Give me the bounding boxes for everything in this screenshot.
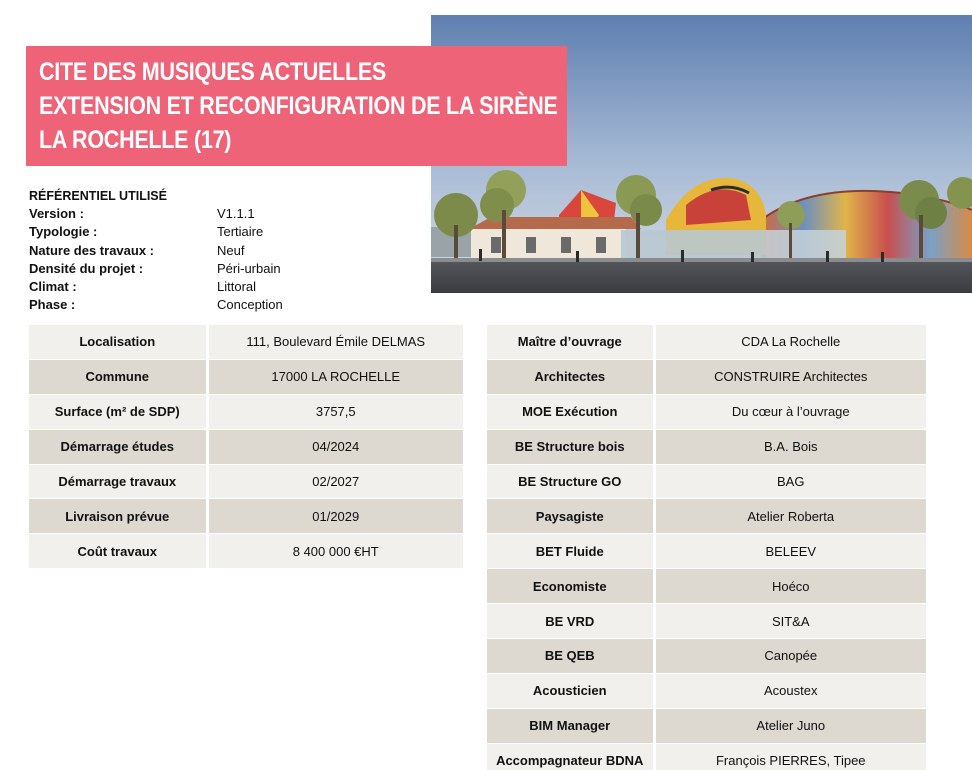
table-value-cell: Acoustex: [654, 673, 926, 708]
table-label-cell: Coût travaux: [29, 534, 207, 569]
referentiel-value: V1.1.1: [217, 206, 255, 222]
table-row: [487, 743, 926, 770]
table-label-cell: Economiste: [487, 569, 654, 604]
table-value-cell: François PIERRES, Tipee: [654, 743, 926, 770]
table-label-cell: BIM Manager: [487, 708, 654, 743]
referentiel-value: Tertiaire: [217, 224, 264, 240]
referentiel-block: [29, 187, 409, 314]
table-row: [29, 394, 463, 429]
table-value-cell: 3757,5: [207, 394, 463, 429]
table-value-cell: Atelier Juno: [654, 708, 926, 743]
project-team-table: [487, 325, 926, 770]
table-row: [487, 394, 926, 429]
table-value-cell: 8 400 000 €HT: [207, 534, 463, 569]
referentiel-label: Version :: [29, 206, 84, 222]
referentiel-row-densite: [29, 260, 409, 278]
table-row: [29, 499, 463, 534]
table-value-cell: Hoéco: [654, 569, 926, 604]
table-row: [487, 639, 926, 674]
table-label-cell: Démarrage études: [29, 429, 207, 464]
title-banner: [26, 46, 567, 166]
title-line-3: LA ROCHELLE (17): [39, 126, 232, 154]
table-value-cell: B.A. Bois: [654, 429, 926, 464]
table-label-cell: BE QEB: [487, 639, 654, 674]
table-row: [487, 534, 926, 569]
table-value-cell: CONSTRUIRE Architectes: [654, 359, 926, 394]
table-value-cell: 111, Boulevard Émile DELMAS: [207, 325, 463, 359]
referentiel-value: Littoral: [217, 279, 257, 295]
table-row: [487, 499, 926, 534]
title-line-2: EXTENSION ET RECONFIGURATION DE LA SIRÈNE: [39, 92, 558, 120]
table-label-cell: Acousticien: [487, 673, 654, 708]
referentiel-row-typologie: [29, 223, 409, 241]
referentiel-label: Climat :: [29, 279, 77, 295]
table-row: [29, 359, 463, 394]
table-label-cell: Commune: [29, 359, 207, 394]
referentiel-heading: RÉFÉRENTIEL UTILISÉ: [29, 189, 167, 203]
table-value-cell: 17000 LA ROCHELLE: [207, 359, 463, 394]
referentiel-value: Conception: [217, 297, 283, 313]
table-value-cell: Du cœur à l’ouvrage: [654, 394, 926, 429]
referentiel-value: Neuf: [217, 242, 245, 258]
referentiel-row-version: [29, 205, 409, 223]
table-value-cell: Atelier Roberta: [654, 499, 926, 534]
table-row: [29, 429, 463, 464]
table-value-cell: BAG: [654, 464, 926, 499]
title-line-1: CITE DES MUSIQUES ACTUELLES: [39, 58, 387, 86]
table-row: [29, 464, 463, 499]
table-value-cell: Canopée: [654, 639, 926, 674]
table-label-cell: Démarrage travaux: [29, 464, 207, 499]
table-value-cell: SIT&A: [654, 604, 926, 639]
table-label-cell: Architectes: [487, 359, 654, 394]
table-row: [29, 534, 463, 569]
table-label-cell: Surface (m² de SDP): [29, 394, 207, 429]
table-value-cell: CDA La Rochelle: [654, 325, 926, 359]
table-label-cell: BE VRD: [487, 604, 654, 639]
project-info-table: [29, 325, 463, 569]
table-row: [29, 325, 463, 359]
table-row: [487, 604, 926, 639]
referentiel-row-phase: [29, 296, 409, 314]
table-label-cell: BET Fluide: [487, 534, 654, 569]
referentiel-label: Nature des travaux :: [29, 242, 154, 258]
table-row: [487, 708, 926, 743]
table-row: [487, 673, 926, 708]
table-value-cell: 02/2027: [207, 464, 463, 499]
table-row: [487, 569, 926, 604]
table-value-cell: 01/2029: [207, 499, 463, 534]
table-label-cell: BE Structure GO: [487, 464, 654, 499]
referentiel-label: Phase :: [29, 297, 76, 313]
table-label-cell: MOE Exécution: [487, 394, 654, 429]
referentiel-label: Typologie :: [29, 224, 98, 240]
table-label-cell: BE Structure bois: [487, 429, 654, 464]
table-row: [487, 359, 926, 394]
table-label-cell: Accompagnateur BDNA: [487, 743, 654, 770]
referentiel-value: Péri-urbain: [217, 260, 281, 276]
referentiel-row-nature: [29, 242, 409, 260]
table-label-cell: Livraison prévue: [29, 499, 207, 534]
table-value-cell: 04/2024: [207, 429, 463, 464]
table-label-cell: Maître d’ouvrage: [487, 325, 654, 359]
table-row: [487, 429, 926, 464]
table-label-cell: Paysagiste: [487, 499, 654, 534]
table-label-cell: Localisation: [29, 325, 207, 359]
table-row: [487, 464, 926, 499]
table-row: [487, 325, 926, 359]
table-value-cell: BELEEV: [654, 534, 926, 569]
referentiel-label: Densité du projet :: [29, 260, 144, 276]
referentiel-row-climat: [29, 278, 409, 296]
